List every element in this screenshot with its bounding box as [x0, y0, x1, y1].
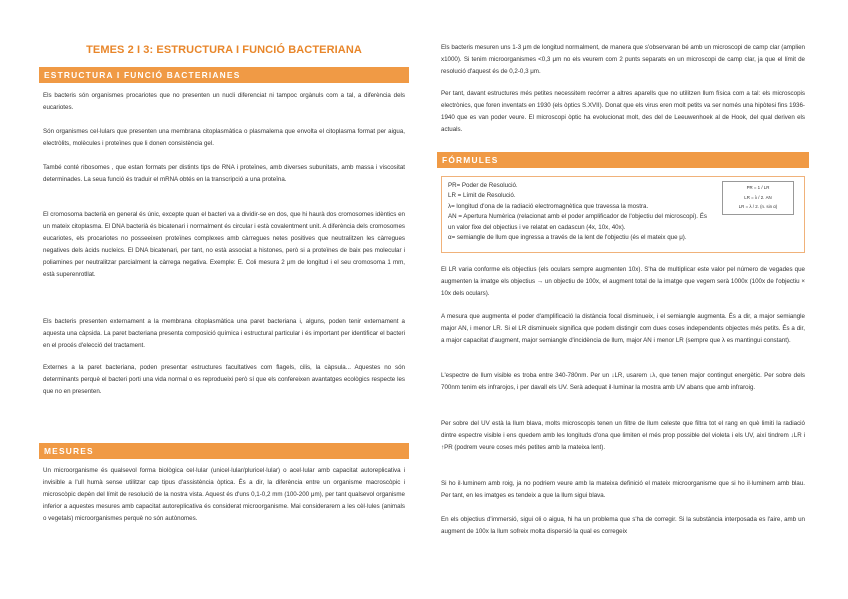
formula-line: LR = Límit de Resolució.: [448, 192, 516, 200]
paragraph: Són organismes cel·lulars que presenten una membrana citoplasmàtica o plasmalema que envolta el citoplasma format per aigua, electròlits, molècules i proteïnes que li donen consistència gel.: [43, 128, 405, 148]
paragraph: Els bacteris són organismes procariotes que no presenten un nucli diferenciat ni tampoc orgànuls com a tal, a diferència dels eucariotes.: [43, 92, 405, 112]
section-header-structure: ESTRUCTURA I FUNCIÓ BACTERIANES: [39, 67, 409, 83]
paragraph: També conté ribosomes , que estan formats per distints tips de RNA i proteïnes, amb diverses subunitats, amb massa i viscositat determinades. La seua funció és traduir el mRNA obtés en la transcripció a una proteïna.: [43, 164, 405, 184]
formula-lr-sin: LR = λ / 2. (n. sin α): [738, 204, 778, 209]
formula-pr: PR = 1 / LR: [746, 185, 770, 190]
paragraph: Per sobre del UV està la llum blava, molts microscopis tenen un filtre de llum celeste que filtra tot el rang en què limiti la radiació dintre espectre visible i ens quedem amb les longituds d'ona que limiten el més prop possible del violeta i els UV, així tindrem ↓LR i ↑PR (podrem veure coses més petites amb la mateixa lent).: [441, 420, 805, 452]
formula-lr: LR = λ / 2. AN: [744, 195, 772, 200]
paragraph: Els bacteris presenten externament a la membrana citoplasmàtica una paret bacteriana i, alguns, poden tenir externament a aquesta una càpsida. La paret bacteriana presenta composició química i estructural particular i és important per identificar el bacteri en el procés d'elecció del tractament.: [43, 318, 405, 350]
formula-line: un valor fixe del objectius i ve relatat en cadascun (4x, 10x, 40x).: [448, 223, 626, 231]
paragraph: En els objectius d'immersió, sigui oli o aigua, hi ha un problema que s'ha de corregir. Si la substància interposada es l'aire, amb un augment de 100x la llum sofreix molta dispersió la qual es corregeix: [441, 516, 805, 536]
formula-line: PR= Poder de Resolució.: [448, 182, 518, 189]
formula-line: α= semiangle de llum que ingressa a través de la lent de l'objectiu (és el mateix que μ).: [448, 234, 687, 242]
paragraph: Els bacteris mesuren uns 1-3 μm de longitud normalment, de manera que s'observaran bé amb un microscopi de camp clar (amplien x1000). Si tenim microorganismes <0,3 μm no els veurem com 2 punts separats en un microscopi de camp clar, ja que el límit de resolució d'aquest és de 0,2-0,3 μm.: [441, 44, 805, 76]
paragraph: Un microorganisme és qualsevol forma biològica cel·lular (unicel·lular/pluricel·lular) o acel·lular amb capacitat autoreplicativa i invisible a l'ull humà sense utilitzar cap tipus d'assistència òptica. És a dir, la diferència entre un organisme macroscòpic i microscòpic depèn del límit de resolució de la nostra vista. Aquest és d'uns 0,1-0,2 mm (100-200 μm), per tant qualsevol organisme inferior a aquestes mesures amb capacitat autoreplicativa és considerat microorganisme. Mai considerarem a les cèl·lules (animals o vegetals) microorganismes perquè no són autònomes.: [43, 467, 405, 523]
paragraph: A mesura que augmenta el poder d'amplificació la distància focal disminueix, i el semiangle augmenta. És a dir, a major semiangle major AN, i menor LR. Si el LR disminueix significa que podem distingir com dues coses independents objectes més petits. És a dir, a major capacitat d'augment, major semiangle d'incidència de llum, major AN i menor LR (sempre que λ es mantingui constant).: [441, 313, 805, 345]
formula-summary-box: [722, 181, 794, 215]
paragraph: Externes a la paret bacteriana, poden presentar estructures facultatives com flagels, cilis, la càpsula... Aquestes no són determinants perquè el bacteri porti una vida normal o es reprodueixi però sí que els confereixen avantatges ecològics respecte les que no en presenten.: [43, 364, 405, 396]
formula-line: AN = Apertura Numèrica (relacionat amb el poder amplificador de l'objectiu del microscopi). És: [448, 213, 707, 221]
document-title: TEMES 2 I 3: ESTRUCTURA I FUNCIÓ BACTERIANA: [86, 44, 362, 56]
paragraph: Per tant, davant estructures més petites necessitem recórrer a altres aparells que no utilitzen llum física com a tal: els microscopis electrònics, que foren inventats en 1930 (els òptics S.XVII). Donat que els virus eren molt petits va ser només una hipòtesi fins 1936-1940 que es van poder veure. El microscopi òptic ha evolucionat molt, des del de Leeuwenhoek al de Hook, del qual deriven els actuals.: [441, 90, 805, 134]
paragraph: El cromosoma bacterià en general és únic, excepte quan el bacteri va a dividir-se en dos, que hi haurà dos cromosomes idèntics en un mateix citoplasma. El DNA bacterià és bicatenari i normalment és circular i està covalentment unit. A diferència dels cromosomes eucariotes, els procariotes no posseeixen proteïnes complexes amb càrregues netes positives que neutralitzen les càrregues negatives dels àcids nucleics. El DNA bicatenari, per tant, no està associat a histones, però si a proteïnes de baix pes molecular i poliamines per neutralitzar parcialment la càrrega negativa. Exemple: E. Coli mesura 2 μm de longitud i el seu cromosoma 1 mm, està superenrotllat.: [43, 211, 405, 279]
paragraph: El LR varia conforme els objectius (els oculars sempre augmenten 10x). S'ha de multiplicar este valor pel número de vegades que augmenten la imatge els objectius → un objectiu de 100x, el augment total de la imatge que vegem serà 1000x (100x de l'objectiu × 10x dels oculars).: [441, 266, 805, 298]
paragraph: L'espectre de llum visible es troba entre 340-780nm. Per un ↓LR, usarem ↓λ, que tenen major contingut energètic. Per sobre dels 700nm tenim els infrarojos, i per davall els UV. Serà adequat il·luminar la mostra amb UV abans que amb infraroig.: [441, 372, 805, 392]
formula-line: λ= longitud d'ona de la radiació electromagnètica que travessa la mostra.: [448, 202, 649, 210]
section-header-measures: MESURES: [39, 443, 409, 459]
section-header-formulas: FÓRMULES: [437, 152, 809, 168]
paragraph: Si ho il·luminem amb roig, ja no podriem veure amb la mateixa definició el mateix microorganisme que si ho il·luminem amb blau. Per tant, en les imatges es tendeix a que la llum sigui blava.: [441, 480, 805, 500]
